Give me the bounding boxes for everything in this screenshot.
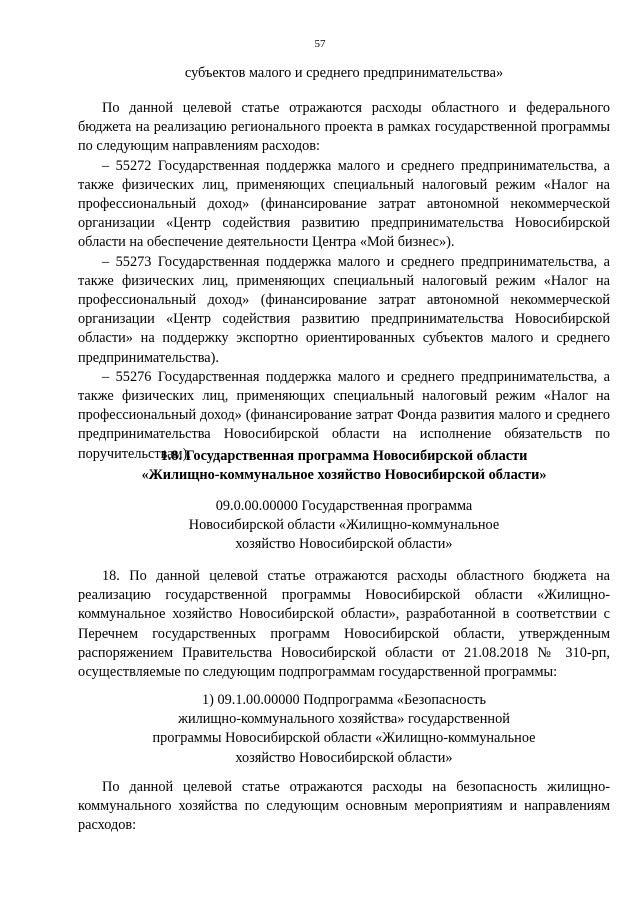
- paragraph-18: 18. По данной целевой статье отражаются расходы областного бюджета на реализацию государственной программы Новосибирской области «Жилищно-коммунальное хозяйство Новосибирской области», разработанной в соответствии с Перечнем государственных программ Новосибирской области, утвержденным распоряжением Правительства Новосибирской области от 21.08.2018 № 310-рп, осуществляемые по следующим подпрограммам государственной программы:: [78, 568, 610, 681]
- subprogram-line4: хозяйство Новосибирской области»: [235, 749, 453, 766]
- intro-line: субъектов малого и среднего предпринимательства»: [184, 65, 504, 81]
- program-code-line2: Новосибирской области «Жилищно-коммунальное: [188, 517, 500, 534]
- list-item-55272: – 55272 Государственная поддержка малого и среднего предпринимательства, а также физических лиц, применяющих специальный налоговый режим «Налог на профессиональный доход» (финансирование затрат автономной некоммерческой организации «Центр содействия развитию предпринимательства Новосибирской области на обеспечение деятельности Центра «Мой бизнес»).: [78, 157, 610, 251]
- section-heading-line2: «Жилищно-коммунальное хозяйство Новосибирской области»: [141, 467, 547, 484]
- paragraph-intro: По данной целевой статье отражаются расходы областного и федерального бюджета на реализацию регионального проекта в рамках государственной программы по следующим направлениям расходов:: [78, 100, 610, 155]
- subprogram-line1: 1) 09.1.00.00000 Подпрограмма «Безопасность: [201, 692, 487, 708]
- paragraph-last: По данной целевой статье отражаются расходы на безопасность жилищно-коммунального хозяйства по следующим основным мероприятиям и направлениям расходов:: [78, 779, 610, 834]
- subprogram-title: [78, 691, 610, 768]
- body-section-18: [78, 567, 610, 682]
- program-code-line3: хозяйство Новосибирской области»: [235, 536, 453, 553]
- program-code-line1: 09.0.00.00000 Государственная программа: [215, 498, 473, 514]
- list-item-55273: – 55273 Государственная поддержка малого и среднего предпринимательства, а также физических лиц, применяющих специальный налоговый режим «Налог на профессиональный доход» (финансирование затрат автономной некоммерческой организации «Центр содействия развитию предпринимательства Новосибирской области» на поддержку экспортно ориентированных субъектов малого и среднего предпринимательства).: [78, 253, 610, 366]
- page-number: 57: [314, 38, 326, 50]
- subprogram-line3: программы Новосибирской области «Жилищно-коммунальное: [152, 730, 536, 747]
- program-code-title: [78, 497, 610, 555]
- body-section-last: [78, 778, 610, 836]
- section-heading: [78, 447, 610, 485]
- section-heading-line1: 1.8. Государственная программа Новосибирской области: [160, 448, 528, 464]
- body-section-1: [78, 99, 610, 464]
- list-item-55276: – 55276 Государственная поддержка малого и среднего предпринимательства, а также физических лиц, применяющих специальный налоговый режим «Налог на профессиональный доход» (финансирование затрат Фонда развития малого и среднего предпринимательства Новосибирской области на исполнение обязательств по поручительствам).: [78, 368, 610, 462]
- subprogram-line2: жилищно-коммунального хозяйства» государственной: [178, 711, 510, 728]
